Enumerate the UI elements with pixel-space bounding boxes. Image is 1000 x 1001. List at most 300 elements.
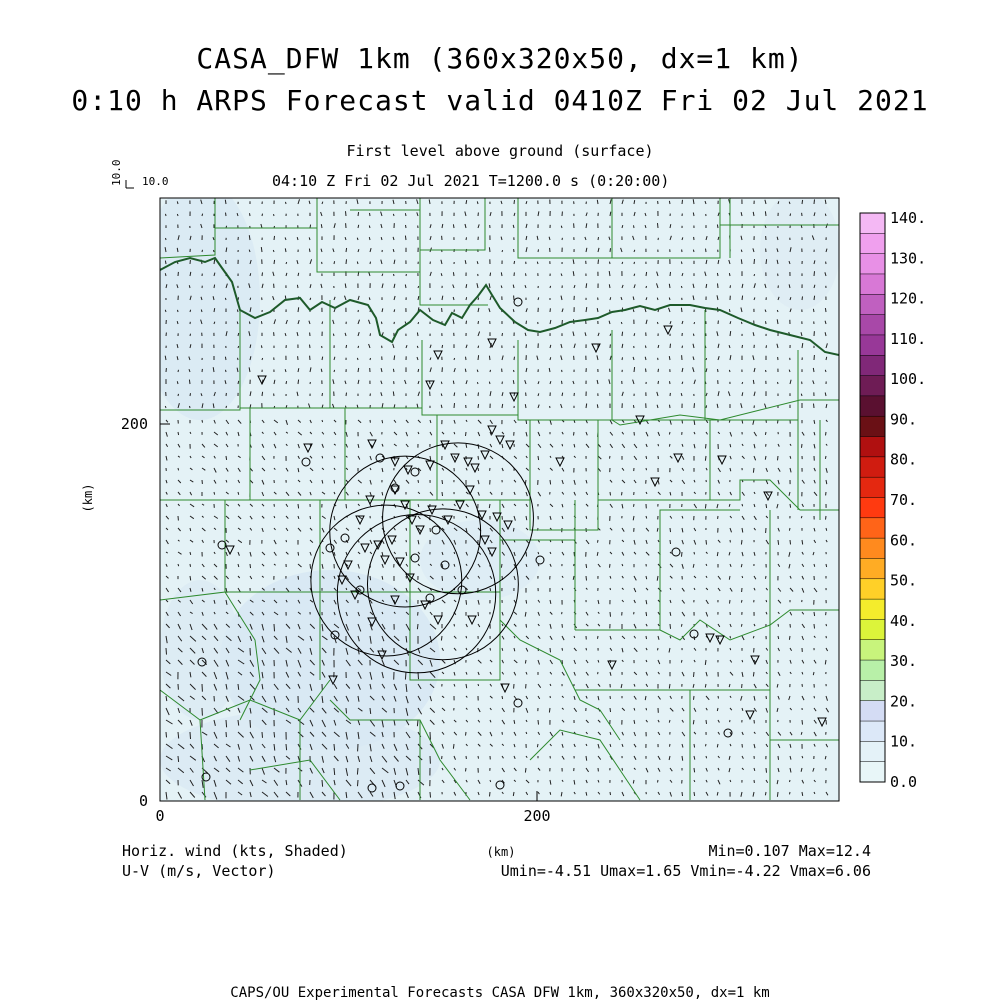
wind-vector [814,696,815,698]
wind-vector [417,720,418,726]
wind-vector [370,213,371,216]
wind-vector [670,344,671,348]
colorbar-swatch [860,579,885,600]
wind-vector [669,720,670,723]
wind-vector [730,636,731,638]
wind-vector [466,732,467,736]
wind-vector [610,456,611,459]
wind-vector [693,334,694,336]
wind-vector [346,708,347,713]
wind-vector [418,369,419,372]
wind-vector [814,420,815,424]
wind-vector [730,648,731,650]
wind-vector [766,504,767,508]
wind-vector [705,660,706,665]
wind-vector [226,370,227,372]
wind-vector [226,406,227,408]
vector-description: U-V (m/s, Vector) [122,862,276,880]
wind-vector [430,792,431,798]
wind-vector [742,382,743,384]
wind-vector [298,552,299,556]
wind-vector [717,225,718,229]
wind-vector [705,456,706,461]
wind-vector [681,660,682,663]
wind-vector [646,516,647,519]
wind-vector [610,564,611,568]
wind-vector [634,262,635,264]
wind-vector [705,684,706,688]
wind-vector [598,540,599,543]
wind-vector [394,355,395,360]
colorbar-label: 20. [890,692,917,710]
wind-vector [730,285,731,288]
wind-vector [646,612,647,616]
wind-vector [298,307,299,312]
wind-vector [466,444,467,448]
wind-vector [190,564,191,567]
wind-vector [634,274,635,276]
colorbar-label: 130. [890,249,926,267]
wind-vector [238,720,239,726]
wind-vector [286,262,287,264]
wind-vector [286,744,287,750]
wind-vector [741,564,742,567]
wind-vector [274,214,275,216]
wind-vector [549,708,550,713]
wind-vector [334,370,335,372]
colorbar-swatch [860,701,885,722]
wind-vector [190,528,191,531]
wind-vector [466,237,467,240]
wind-vector [238,684,239,690]
wind-vector [586,756,587,761]
wind-vector [502,250,503,252]
wind-vector [178,432,179,435]
wind-vector [693,213,694,217]
uv-stats: Umin=-4.51 Umax=1.65 Vmin=-4.22 Vmax=6.06 [501,862,871,880]
wind-vector [526,624,527,628]
colorbar-swatch [860,518,885,539]
wind-vector [694,744,695,748]
wind-vector [501,564,502,568]
wind-vector [646,576,647,579]
wind-vector [478,756,479,759]
wind-vector [333,334,334,336]
wind-vector [670,381,671,384]
wind-vector [297,285,298,288]
wind-vector [634,720,635,724]
wind-vector [405,672,406,680]
wind-vector [513,309,514,312]
wind-vector [190,393,191,396]
wind-vector [778,456,779,460]
wind-vector [441,636,442,641]
wind-vector [598,237,599,240]
colorbar-label: 120. [890,290,926,308]
reference-vector [110,160,169,189]
wind-vector [658,369,659,372]
wind-vector [706,756,707,758]
wind-vector [274,624,275,631]
wind-vector [478,468,479,471]
wind-vector [741,250,742,252]
wind-vector [238,381,239,384]
wind-vector [526,552,527,557]
wind-vector [393,214,394,216]
wind-vector [189,380,190,384]
colorbar-label: 80. [890,451,917,469]
wind-vector [322,322,323,325]
wind-vector [681,624,682,627]
wind-vector [538,297,539,300]
wind-vector [466,684,467,688]
wind-vector [214,308,215,312]
wind-vector [286,202,287,204]
wind-vector [681,286,682,288]
wind-vector [682,420,683,423]
wind-vector [178,756,179,762]
wind-vector [405,285,406,289]
wind-vector [598,259,599,264]
wind-vector [466,636,467,638]
wind-vector [394,309,395,312]
wind-vector [802,792,803,796]
wind-vector [694,792,695,796]
wind-vector [670,405,671,408]
wind-vector [670,624,671,629]
wind-vector [298,576,299,580]
wind-vector [682,552,683,557]
wind-vector [358,368,359,372]
wind-vector [586,564,587,568]
wind-vector [814,612,815,616]
wind-vector [801,394,802,396]
wind-vector [765,211,766,216]
wind-vector [490,370,491,372]
wind-vector [466,200,467,204]
colorbar-label: 0.0 [890,773,917,791]
wind-vector [466,516,467,518]
wind-vector [369,237,370,240]
min-max-stats: Min=0.107 Max=12.4 [708,842,871,860]
wind-vector [561,226,562,228]
reference-vector-vertical-label: 10.0 [110,160,123,187]
wind-vector [226,720,227,727]
colorbar-swatch [860,619,885,640]
wind-vector [442,492,443,496]
wind-vector [417,333,418,337]
wind-vector [357,238,358,240]
wind-vector [478,684,479,686]
wind-vector [261,247,262,252]
wind-vector [670,528,671,532]
wind-vector [406,552,407,556]
wind-vector [454,358,455,360]
wind-vector [465,393,466,396]
wind-vector [501,272,502,276]
wind-vector [286,381,287,384]
wind-vector [646,286,647,288]
wind-vector [537,744,538,747]
wind-vector [513,528,514,532]
wind-vector [826,432,827,435]
wind-vector [790,214,791,217]
wind-vector [250,213,251,216]
wind-vector [742,504,743,506]
wind-vector [669,356,670,360]
colorbar-label: 110. [890,330,926,348]
wind-vector [358,212,359,216]
wind-vector [717,744,718,747]
wind-vector [658,381,659,384]
wind-vector [466,297,467,300]
wind-vector [777,310,778,312]
wind-vector [202,250,203,252]
wind-vector [250,564,251,568]
wind-vector [753,380,754,384]
colorbar-swatch [860,640,885,661]
wind-vector [190,310,191,312]
chart-title-line1: CASA_DFW 1km (360x320x50, dx=1 km) [0,42,1000,75]
wind-vector [802,296,803,300]
wind-vector [694,403,695,408]
wind-vector [741,540,742,545]
wind-vector [610,248,611,252]
wind-vector [453,744,454,749]
wind-vector [190,406,191,408]
reference-vector-horizontal-label: 10.0 [142,175,169,188]
colorbar-swatch [860,457,885,478]
wind-vector [765,792,766,795]
wind-vector [741,600,742,603]
wind-vector [358,225,359,228]
wind-vector [225,200,226,204]
wind-vector [706,444,707,448]
wind-vector [514,370,515,372]
wind-vector [729,370,730,372]
wind-vector [525,660,526,664]
wind-vector [490,792,491,796]
wind-vector [310,564,311,569]
wind-vector [550,286,551,288]
colorbar-swatch [860,396,885,417]
wind-vector [658,780,659,783]
wind-vector [682,792,683,796]
wind-vector [657,322,658,324]
wind-vector [178,394,179,396]
wind-vector [729,576,730,580]
wind-vector [358,346,359,348]
wind-vector [658,444,659,446]
colorbar-label: 90. [890,410,917,428]
wind-vector [753,672,754,676]
wind-vector [177,381,178,384]
wind-vector [502,333,503,336]
wind-vector [442,588,443,590]
wind-vector [609,284,610,288]
wind-vector [502,404,503,408]
wind-vector [622,262,623,264]
wind-vector [730,444,731,447]
wind-vector [706,720,707,724]
wind-vector [670,272,671,276]
wind-vector [357,262,358,265]
wind-vector [310,225,311,228]
wind-vector [802,720,803,725]
wind-vector [538,456,539,460]
wind-vector [742,576,743,578]
wind-vector [489,382,490,384]
wind-vector [669,201,670,204]
colorbar-swatch [860,355,885,376]
wind-vector [262,732,263,738]
wind-vector [250,298,251,300]
wind-vector [645,346,646,349]
wind-vector [466,357,467,360]
wind-vector [621,322,622,324]
wind-vector [550,648,551,652]
wind-vector [802,200,803,204]
wind-vector [550,357,551,360]
wind-vector [622,332,623,336]
time-subtitle: 04:10 Z Fri 02 Jul 2021 T=1200.0 s (0:20:00) [272,172,669,190]
wind-vector [370,333,371,336]
wind-vector [514,720,515,724]
colorbar-swatch [860,477,885,498]
wind-vector [238,358,239,360]
colorbar-swatch [860,376,885,397]
wind-vector [706,358,707,360]
wind-vector [742,660,743,662]
wind-vector [334,480,335,483]
wind-vector [610,297,611,300]
colorbar-swatch [860,233,885,254]
colorbar-label: 10. [890,733,917,751]
colorbar-swatch [860,315,885,336]
wind-vector [310,345,311,348]
wind-vector [753,636,754,638]
wind-vector [214,285,215,288]
wind-vector [705,504,706,509]
wind-vector [189,285,190,288]
wind-vector [610,492,611,495]
wind-vector [717,552,718,556]
wind-vector [514,261,515,264]
colorbar-swatch [860,660,885,681]
wind-vector [646,369,647,373]
wind-vector [442,480,443,484]
wind-vector [670,540,671,544]
wind-vector [610,262,611,264]
wind-vector [670,744,671,747]
wind-vector [694,672,695,677]
wind-vector [538,249,539,252]
colorbar-swatch [860,721,885,742]
wind-vector [381,322,382,324]
wind-vector [646,636,647,639]
wind-vector [754,259,755,264]
wind-vector [418,286,419,288]
colorbar-swatch [860,416,885,437]
wind-vector [346,259,347,264]
wind-vector [706,249,707,252]
wind-vector [646,456,647,459]
wind-vector [682,200,683,204]
colorbar-swatch [860,274,885,295]
wind-vector [502,648,503,651]
wind-vector [262,358,263,360]
wind-vector [814,404,815,408]
wind-vector [178,732,179,739]
wind-vector [285,248,286,252]
wind-vector [442,576,443,581]
wind-vector [729,273,730,276]
wind-vector [790,792,791,794]
wind-vector [466,284,467,288]
wind-vector [322,780,323,787]
wind-vector [298,504,299,508]
wind-vector [562,648,563,651]
wind-vector [706,744,707,746]
wind-vector [634,225,635,228]
wind-vector [718,283,719,288]
wind-vector [718,369,719,372]
wind-vector [586,576,587,581]
wind-vector [393,369,394,372]
wind-vector [826,357,827,360]
wind-vector [826,528,827,531]
wind-vector [465,369,466,372]
wind-vector [766,345,767,348]
wind-vector [165,273,166,276]
wind-vector [454,393,455,397]
wind-vector [526,273,527,276]
wind-vector [826,516,827,520]
colorbar-swatch [860,599,885,620]
chart-title-line2: 0:10 h ARPS Forecast valid 0410Z Fri 02 Jul 2021 [0,84,1000,117]
wind-vector [814,624,815,629]
wind-vector [657,298,658,300]
wind-vector [274,732,275,737]
wind-vector [598,636,599,639]
wind-vector [310,516,311,519]
wind-vector [669,432,670,435]
wind-vector [742,296,743,300]
wind-vector [478,612,479,616]
colorbar-label: 50. [890,572,917,590]
shading-description: Horiz. wind (kts, Shaded) [122,842,348,860]
wind-vector [405,213,406,216]
colorbar-swatch [860,680,885,701]
wind-vector [261,345,262,348]
wind-vector [778,420,779,423]
wind-vector [717,273,718,276]
wind-vector [694,768,695,772]
wind-vector [201,310,202,313]
colorbar-label: 100. [890,370,926,388]
wind-vector [718,696,719,699]
wind-vector [610,612,611,617]
wind-vector [442,345,443,348]
wind-vector [165,406,166,408]
wind-vector [321,224,322,228]
wind-vector [369,297,370,300]
wind-vector [742,345,743,348]
wind-vector [190,552,191,555]
wind-vector [562,381,563,384]
colorbar-swatch [860,437,885,458]
wind-vector [730,600,731,604]
